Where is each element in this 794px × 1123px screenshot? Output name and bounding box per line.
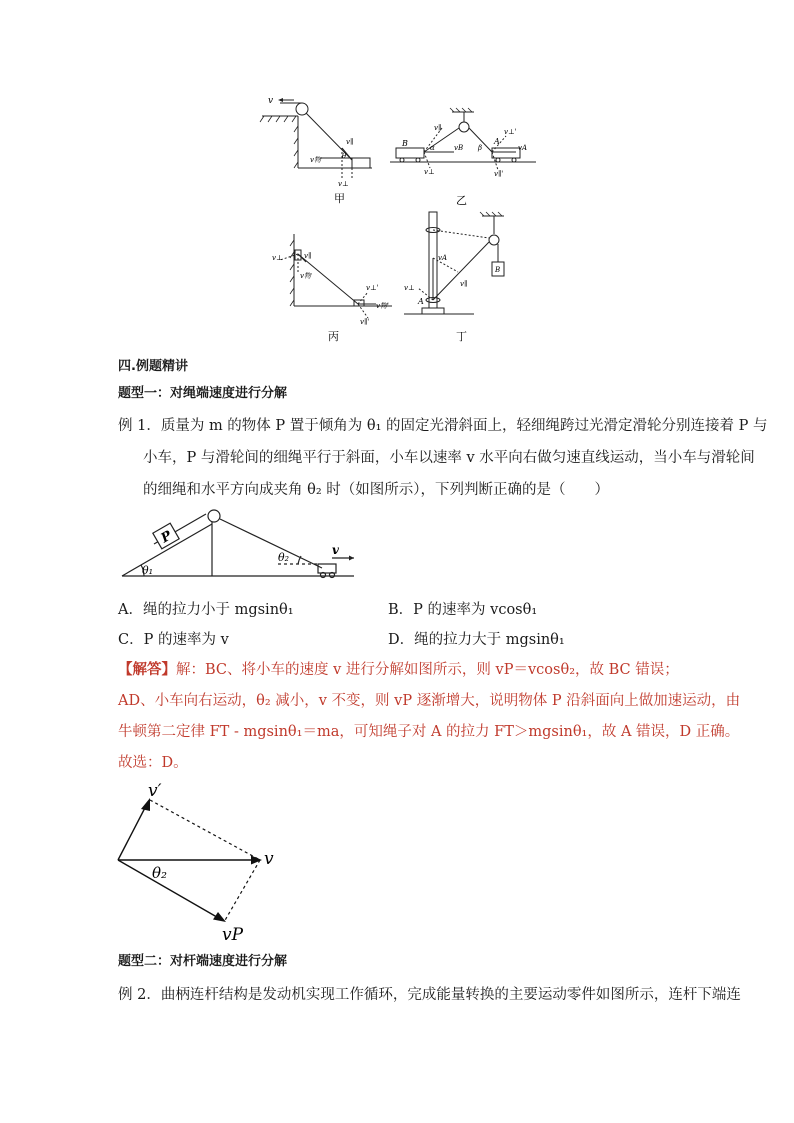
type1-heading: 题型一：对绳端速度进行分解 <box>118 386 288 401</box>
answer-line4: 故选：D。 <box>118 755 188 771</box>
figure-jia <box>258 92 378 207</box>
figure-yi <box>388 106 538 206</box>
label-B: B <box>495 266 501 274</box>
vA-label: vA <box>438 254 448 262</box>
label-A: A <box>418 297 424 306</box>
caption-bing: 丙 <box>328 330 339 343</box>
option-b: B．P 的速率为 vcosθ₁ <box>388 602 538 618</box>
ex1-line2: 小车，P 与滑轮间的细绳平行于斜面，小车以速率 v 水平向右做匀速直线运动，当小车与滑轮间 <box>143 450 755 466</box>
v-perp2-label: v⊥' <box>504 128 517 136</box>
caption-jia: 甲 <box>334 192 345 205</box>
vB-label: vB <box>454 144 464 152</box>
v-label: v <box>268 96 274 106</box>
vP-label: vP <box>222 925 244 945</box>
theta-label: θ <box>342 152 347 160</box>
type2-heading: 题型二：对杆端速度进行分解 <box>118 954 288 969</box>
ex1-label-P: P <box>158 528 175 547</box>
figure-bing <box>268 232 398 344</box>
v-par-label: v∥ <box>304 252 312 260</box>
v-par2-label: v∥' <box>494 170 504 178</box>
answer-text1: 解：BC、将小车的速度 v 进行分解如图所示，则 vP＝vcosθ₂，故 BC 错误； <box>176 662 679 678</box>
v-perp-label: v⊥ <box>424 168 435 176</box>
answer-line2: AD、小车向右运动，θ₂ 减小，v 不变，则 vP 逐渐增大，说明物体 P 沿斜面向上做加速运动，由 <box>118 693 741 709</box>
answer-tag: 【解答】 <box>118 661 176 678</box>
ex1-figure <box>118 502 358 584</box>
alpha-label: α <box>430 144 435 152</box>
section-heading: 四.例题精讲 <box>118 359 188 374</box>
ex1-v: v <box>332 543 339 557</box>
v-par2-label: v∥' <box>360 318 370 326</box>
v-par-label: v∥ <box>460 280 468 288</box>
caption-yi: 乙 <box>456 194 467 206</box>
beta-label: β <box>478 144 483 152</box>
vprime-label: v′ <box>148 781 162 801</box>
v-par-label: v∥ <box>346 138 354 146</box>
label-B: B <box>402 139 408 148</box>
v-obj-label: v物 <box>300 272 311 280</box>
v-perp-label: v⊥ <box>404 284 415 292</box>
answer-line3: 牛顿第二定律 FT - mgsinθ₁＝ma，可知绳子对 A 的拉力 FT＞mgsinθ₁，故 A 错误，D 正确。 <box>118 724 740 740</box>
label-A: A <box>494 137 500 146</box>
ex2-line1: 例 2．曲柄连杆结构是发动机实现工作循环，完成能量转换的主要运动零件如图所示，连杆下端连 <box>118 987 741 1003</box>
ex1-theta1: θ₁ <box>142 564 154 577</box>
vA-label: vA <box>518 144 528 152</box>
v-label: v <box>264 849 274 869</box>
ex1-theta2: θ₂ <box>278 551 290 564</box>
v-obj-label: v物 <box>310 156 321 164</box>
option-a: A．绳的拉力小于 mgsinθ₁ <box>118 602 294 618</box>
caption-ding: 丁 <box>456 330 467 343</box>
v-perp-label: v⊥ <box>338 180 349 188</box>
velocity-figure <box>110 780 300 950</box>
ex1-line1: 例 1．质量为 m 的物体 P 置于倾角为 θ₁ 的固定光滑斜面上，轻细绳跨过光滑定滑轮分别连接着 P 与 <box>118 418 768 434</box>
v-obj2-label: v物' <box>376 302 389 310</box>
option-d: D．绳的拉力大于 mgsinθ₁ <box>388 632 565 648</box>
option-c: C．P 的速率为 v <box>118 632 229 648</box>
ex1-line3: 的细绳和水平方向成夹角 θ₂ 时（如图所示），下列判断正确的是（ ） <box>143 482 610 498</box>
figure-ding <box>398 208 518 344</box>
v-par-label: v∥ <box>434 124 442 132</box>
v-perp2-label: v⊥' <box>366 284 379 292</box>
answer-line1 <box>118 660 679 680</box>
theta2-label: θ₂ <box>152 864 168 882</box>
v-perp-label: v⊥ <box>272 254 283 262</box>
